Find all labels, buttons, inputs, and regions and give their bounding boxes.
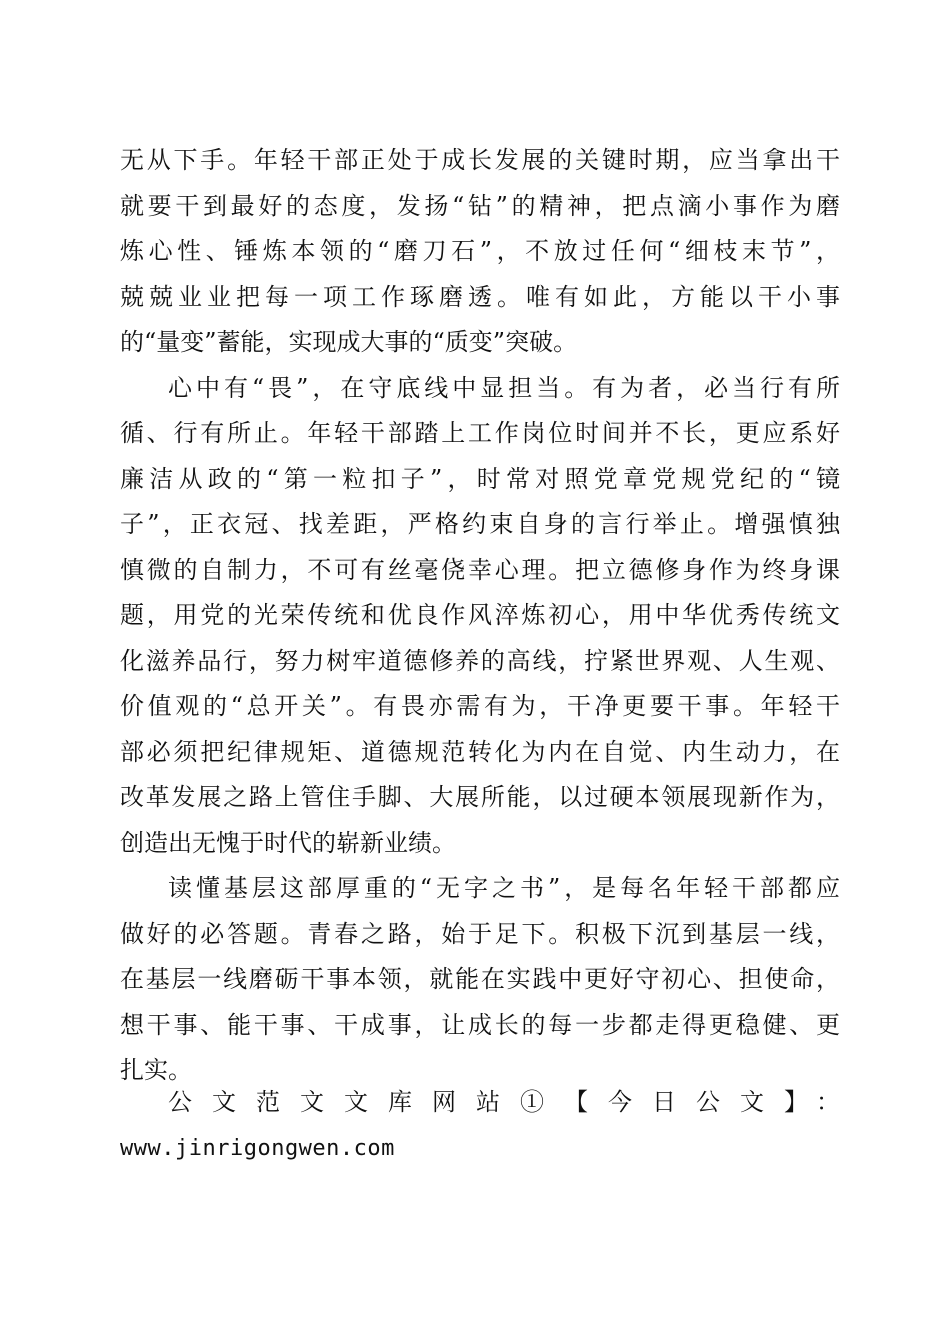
text-line: 兢兢业业把每一项工作琢磨透。唯有如此，方能以干小事 <box>120 282 840 311</box>
text-line: 读懂基层这部厚重的“无字之书”，是每名年轻干部都应 <box>168 874 840 902</box>
text-line: 心中有“畏”，在守底线中显担当。有为者，必当行有所 <box>168 373 840 402</box>
text-line: 价值观的“总开关”。有畏亦需有为，干净更要干事。年轻干 <box>120 692 840 720</box>
text-line: 部必须把纪律规矩、道德规范转化为内在自觉、内生动力，在 <box>120 737 840 766</box>
body-text <box>120 138 840 1094</box>
footer-source <box>120 1080 840 1171</box>
text-line: 做好的必答题。青春之路，始于足下。积极下沉到基层一线， <box>120 919 840 948</box>
text-line: 创造出无愧于时代的崭新业绩。 <box>120 828 456 857</box>
text-line: 扎实。 <box>120 1056 192 1084</box>
text-line: 的“量变”蓄能，实现成大事的“质变”突破。 <box>120 328 578 356</box>
text-line: 慎微的自制力，不可有丝毫侥幸心理。把立德修身作为终身课 <box>120 555 840 584</box>
text-line: 题，用党的光荣传统和优良作风淬炼初心，用中华优秀传统文 <box>120 601 840 629</box>
footer-url-link[interactable]: www.jinrigongwen.com <box>120 1135 395 1161</box>
text-line: 想干事、能干事、干成事，让成长的每一步都走得更稳健、更 <box>120 1010 840 1039</box>
text-line: 廉洁从政的“第一粒扣子”，时常对照党章党规党纪的“镜 <box>120 464 840 493</box>
text-line: 化滋养品行，努力树牢道德修养的高线，拧紧世界观、人生观、 <box>120 646 840 675</box>
text-line: 无从下手。年轻干部正处于成长发展的关键时期，应当拿出干 <box>120 146 840 174</box>
paragraph-continued <box>120 138 840 366</box>
paragraph-3 <box>120 866 840 1094</box>
text-line: 炼心性、锤炼本领的“磨刀石”，不放过任何“细枝末节”， <box>120 237 840 265</box>
text-line: 在基层一线磨砺干事本领，就能在实践中更好守初心、担使命， <box>120 965 840 993</box>
paragraph-2 <box>120 366 840 867</box>
footer-label: 公文范文文库网站①【今日公文】： <box>168 1088 840 1116</box>
text-line: 改革发展之路上管住手脚、大展所能，以过硬本领展现新作为， <box>120 783 840 811</box>
text-line: 子”，正衣冠、找差距，严格约束自身的言行举止。增强慎独 <box>120 510 840 538</box>
text-line: 循、行有所止。年轻干部踏上工作岗位时间并不长，更应系好 <box>120 419 840 447</box>
text-line: 就要干到最好的态度，发扬“钻”的精神，把点滴小事作为磨 <box>120 191 840 220</box>
